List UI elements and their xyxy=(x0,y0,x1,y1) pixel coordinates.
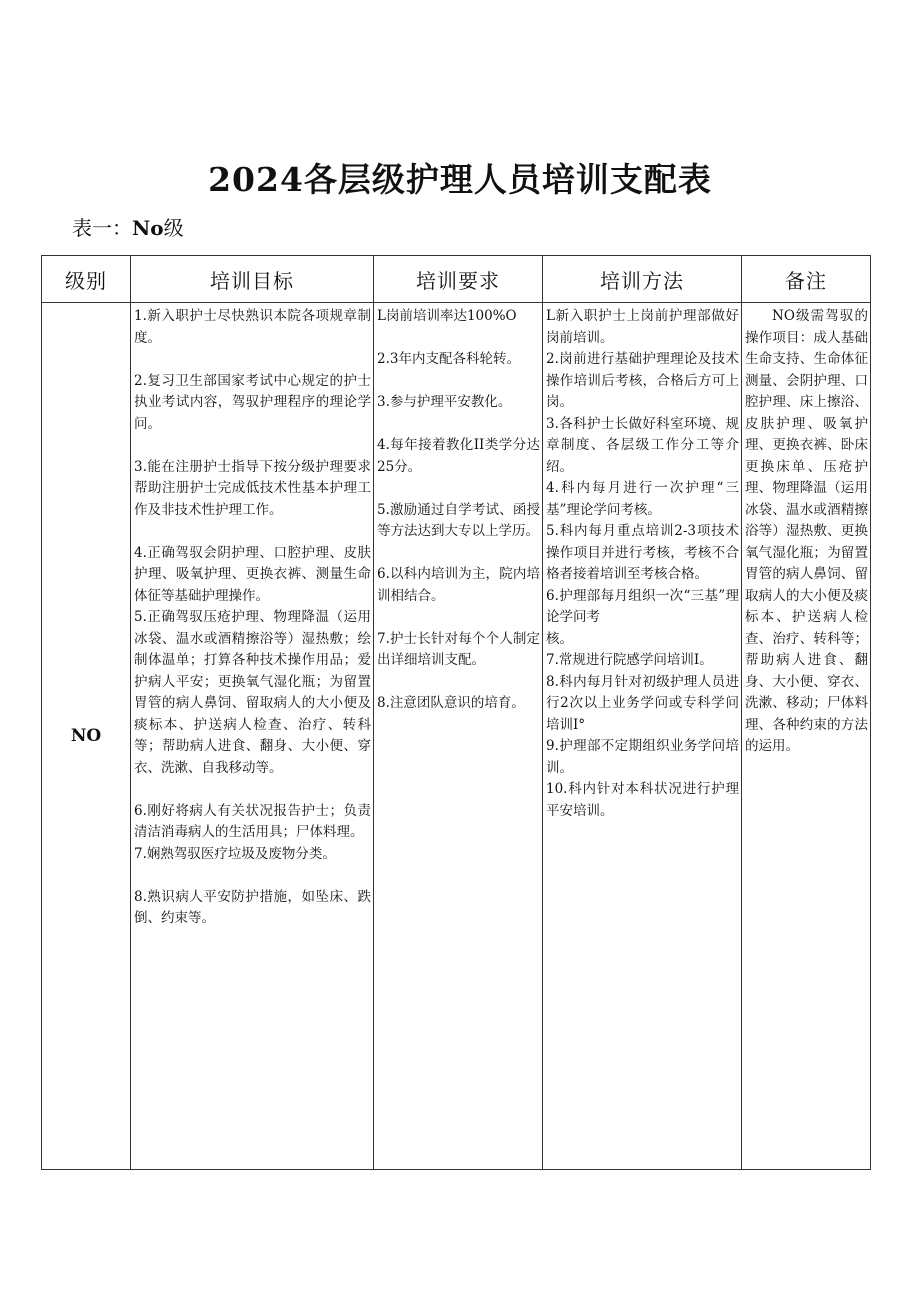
method-item: 核。 xyxy=(546,630,573,647)
requirement-item: 4.每年接着教化II类学分达25分。 xyxy=(377,437,540,475)
table-caption-prefix: 表一： xyxy=(72,216,132,240)
goals-cell xyxy=(131,303,374,1170)
method-item: 7.常规进行院感学问培训I。 xyxy=(546,652,713,668)
requirement-item: 8.注意团队意识的培育。 xyxy=(377,695,525,711)
methods-cell xyxy=(543,303,742,1170)
method-item: 10.科内针对本科状况进行护理平安培训。 xyxy=(546,781,739,819)
goal-item: 2.复习卫生部国家考试中心规定的护士执业考试内容，驾驭护理程序的理论学问。 xyxy=(134,372,371,432)
table-header-row xyxy=(42,256,871,303)
page-title: 2024各层级护理人员培训支配表 xyxy=(208,160,712,199)
header-goals: 培训目标 xyxy=(131,256,374,303)
goal-item: 4.正确驾驭会阴护理、口腔护理、皮肤护理、吸氧护理、更换衣裤、测量生命体征等基础护理操作。 xyxy=(134,544,371,604)
method-item: 6.护理部每月组织一次“三基”理论学问考 xyxy=(546,587,739,625)
table-caption-level: No xyxy=(132,216,164,240)
notes-cell xyxy=(742,303,871,1170)
goal-item: 1.新入职护士尽快熟识本院各项规章制度。 xyxy=(134,308,371,346)
goal-item: 5.正确驾驭压疮护理、物理降温（运用冰袋、温水或酒精擦浴等）湿热敷；绘制体温单；打算各种技术操作用品；爱护病人平安；更换氧气湿化瓶；为留置胃管的病人鼻饲、留取病人的大小便及痰标本、护送病人检查、治疗、转科等；帮助病人进食、翻身、大小便、穿衣、洗漱、自我移动等。 xyxy=(134,609,371,776)
header-requirements: 培训要求 xyxy=(374,256,543,303)
goal-item: 3.能在注册护士指导下按分级护理要求帮助注册护士完成低技术性基本护理工作及非技术性护理工作。 xyxy=(134,458,371,518)
header-level: 级别 xyxy=(42,256,131,303)
requirement-item: 5.激励通过自学考试、函授等方法达到大专以上学历。 xyxy=(377,501,540,539)
level-cell: NO xyxy=(42,303,131,1170)
header-methods: 培训方法 xyxy=(543,256,742,303)
goal-item: 7.娴熟驾驭医疗垃圾及废物分类。 xyxy=(134,845,336,862)
table-caption xyxy=(72,214,184,242)
method-item: 5.科内每月重点培训2-3项技术操作项目并进行考核，考核不合格者接着培训至考核合格。 xyxy=(546,523,739,582)
requirement-item: 3.参与护理平安教化。 xyxy=(377,394,512,410)
requirement-item: 7.护士长针对每个个人制定出详细培训支配。 xyxy=(377,630,540,668)
goal-item: 8.熟识病人平安防护措施，如坠床、跌倒、约束等。 xyxy=(134,888,371,926)
method-item: 2.岗前进行基础护理理论及技术操作培训后考核，合格后方可上岗。 xyxy=(546,351,739,410)
table-caption-suffix: 级 xyxy=(163,216,184,240)
requirement-item: 6.以科内培训为主，院内培训相结合。 xyxy=(377,566,540,604)
method-item: L新入职护士上岗前护理部做好岗前培训。 xyxy=(546,308,739,346)
table-row xyxy=(42,303,871,1170)
method-item: 3.各科护士长做好科室环境、规章制度、各层级工作分工等介绍。 xyxy=(546,415,739,475)
method-item: 4.科内每月进行一次护理“三基”理论学问考核。 xyxy=(546,480,739,518)
notes-text: NO级需驾驭的操作项目：成人基础生命支持、生命体征测量、会阴护理、口腔护理、床上擦浴、皮肤护理、吸氧护理、更换衣裤、卧床更换床单、压疮护理、物理降温（运用冰袋、温水或酒精擦浴等）湿热敷、更换氧气湿化瓶；为留置胃管的病人鼻饲、留取病人的大小便及痰标本、护送病人检查、治疗、转科等；帮助病人进食、翻身、大小便、穿衣、洗漱、移动；尸体料理、各种约束的方法的运用。 xyxy=(745,308,868,754)
training-plan-table xyxy=(41,255,871,1170)
requirement-item: 2.3年内支配各科轮转。 xyxy=(377,351,520,367)
method-item: 8.科内每月针对初级护理人员进行2次以上业务学问或专科学问培训I° xyxy=(546,673,739,733)
requirements-cell xyxy=(374,303,543,1170)
goal-item: 6.刚好将病人有关状况报告护士；负责清洁消毒病人的生活用具；尸体料理。 xyxy=(134,802,371,840)
header-notes: 备注 xyxy=(742,256,871,303)
method-item: 9.护理部不定期组织业务学问培训。 xyxy=(546,738,739,776)
requirement-item: L岗前培训率达100%O xyxy=(377,308,517,324)
